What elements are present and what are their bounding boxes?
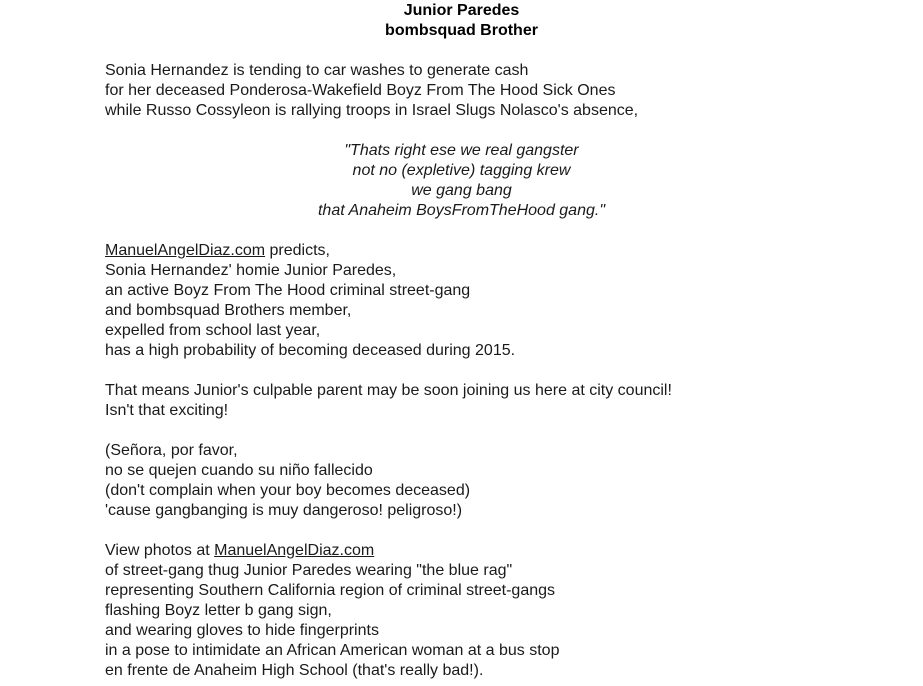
manuelangeldiaz-link[interactable]: ManuelAngelDiaz.com <box>105 242 266 259</box>
photos-lines: of street-gang thug Junior Paredes wearing "the blue rag" representing Southern California region of criminal street-gangs flashing Boyz letter b gang sign, and wearing gloves to hide fingerprints in a pose to intimidate an African American woman at a bus stop en frente de Anaheim High School (that's really bad!). <box>105 562 560 679</box>
intro-lines: Sonia Hernandez is tending to car washes to generate cash for her deceased Ponderosa-Wakefield Boyz From The Hood Sick Ones while Russo Cossyleon is rallying troops in Israel Slugs Nolasco's absence, <box>105 62 639 119</box>
page-title <box>105 1 818 41</box>
paragraph-photos <box>105 541 818 681</box>
prediction-after-link: predicts, <box>265 242 330 259</box>
council-lines: That means Junior's culpable parent may be soon joining us here at city council! Isn't that exciting! <box>105 382 672 419</box>
paragraph-intro <box>105 61 818 121</box>
title-line-2: bombsquad Brother <box>385 22 538 39</box>
paragraph-prediction <box>105 241 818 361</box>
spanish-lines: (Señora, por favor, no se quejen cuando su niño fallecido (don't complain when your boy becomes deceased) 'cause gangbanging is muy dangeroso! peligroso!) <box>105 442 471 519</box>
quote-block <box>105 141 818 221</box>
paragraph-spanish <box>105 441 818 521</box>
paragraph-council <box>105 381 818 421</box>
quote-lines: "Thats right ese we real gangster not no (expletive) tagging krew we gang bang that Anaheim BoysFromTheHood gang." <box>317 142 605 219</box>
title-line-1: Junior Paredes <box>403 2 520 19</box>
manuelangeldiaz-link-2[interactable]: ManuelAngelDiaz.com <box>214 542 375 559</box>
photos-before-link: View photos at <box>105 542 215 559</box>
prediction-lines: Sonia Hernandez' homie Junior Paredes, an active Boyz From The Hood criminal street-gang and bombsquad Brothers member, expelled from school last year, has a high probability of becoming deceased during 2015. <box>105 262 516 359</box>
